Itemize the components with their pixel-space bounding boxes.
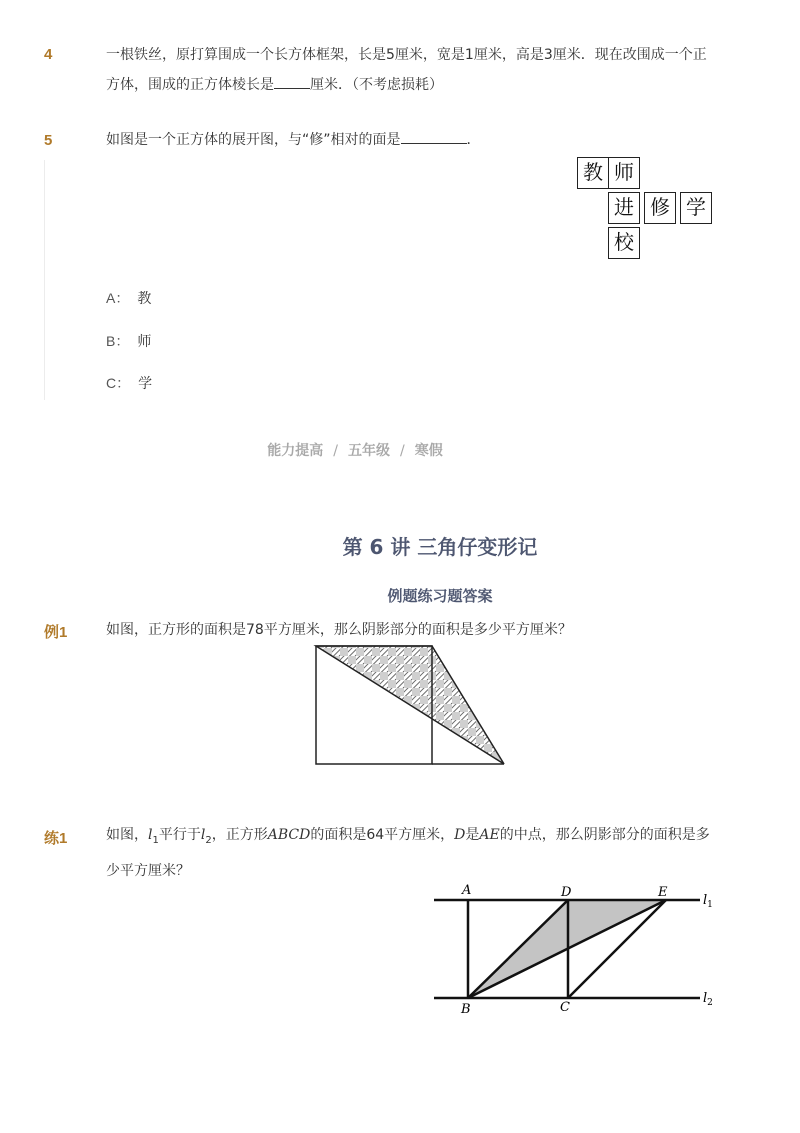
option-c[interactable]: C： 学 xyxy=(106,375,153,392)
question-5-text: 如图是一个正方体的展开图，与“修”相对的面是 ． xyxy=(106,125,718,155)
section-title: 例题练习题答案 xyxy=(387,587,493,605)
divider xyxy=(44,160,45,400)
example-number: 例1 xyxy=(44,624,68,641)
option-b[interactable]: B： 师 xyxy=(106,333,152,350)
line-label-l2: $l_2$ xyxy=(703,991,713,1008)
practice-1-line2: 少平方厘米？ xyxy=(106,862,190,879)
cube-face: 师 xyxy=(608,157,640,189)
question-4-line1: 一根铁丝，原打算围成一个长方体框架，长是5厘米，宽是1厘米，高是3厘米．现在改围成一个正 xyxy=(106,47,707,63)
question-4-line2: 方体，围成的正方体棱长是 厘米．（不考虑损耗） xyxy=(106,70,718,100)
cube-face: 教 xyxy=(577,157,609,189)
cube-face: 校 xyxy=(608,227,640,259)
cube-face: 学 xyxy=(680,192,712,224)
parallel-lines-figure xyxy=(430,878,720,1018)
point-label-a: A xyxy=(462,883,472,898)
practice-1-text xyxy=(106,820,718,886)
breadcrumb-separator: / xyxy=(400,443,405,459)
point-label-d: D xyxy=(561,885,572,900)
question-4-text xyxy=(106,40,718,100)
cube-face: 进 xyxy=(608,192,640,224)
answer-blank[interactable] xyxy=(401,127,467,144)
cube-face: 修 xyxy=(644,192,676,224)
question-number: 4 xyxy=(44,46,53,63)
question-number: 5 xyxy=(44,132,53,149)
breadcrumb xyxy=(0,440,710,460)
practice-number: 练1 xyxy=(44,830,68,847)
breadcrumb-grade[interactable]: 五年级 xyxy=(348,443,390,459)
example-1-text: 如图，正方形的面积是78平方厘米，那么阴影部分的面积是多少平方厘米？ xyxy=(106,622,572,638)
option-a[interactable]: A： 教 xyxy=(106,290,152,307)
answer-blank[interactable] xyxy=(274,72,310,89)
shaded-region xyxy=(316,646,504,764)
breadcrumb-term[interactable]: 寒假 xyxy=(414,443,443,459)
breadcrumb-separator: / xyxy=(333,443,338,459)
breadcrumb-level[interactable]: 能力提高 xyxy=(267,443,324,459)
line-label-l1: $l_1$ xyxy=(703,893,713,910)
lecture-title: 第 6 讲 三角仔变形记 xyxy=(342,535,538,559)
square-shaded-figure xyxy=(300,640,520,772)
point-label-e: E xyxy=(658,885,668,900)
point-label-c: C xyxy=(560,1000,570,1015)
point-label-b: B xyxy=(461,1002,471,1017)
practice-1-line1: 如图，$l_1$平行于$l_2$，正方形ABCD的面积是64平方厘米，D是AE的中点，那么阴影部分的面积是多 xyxy=(106,827,710,846)
